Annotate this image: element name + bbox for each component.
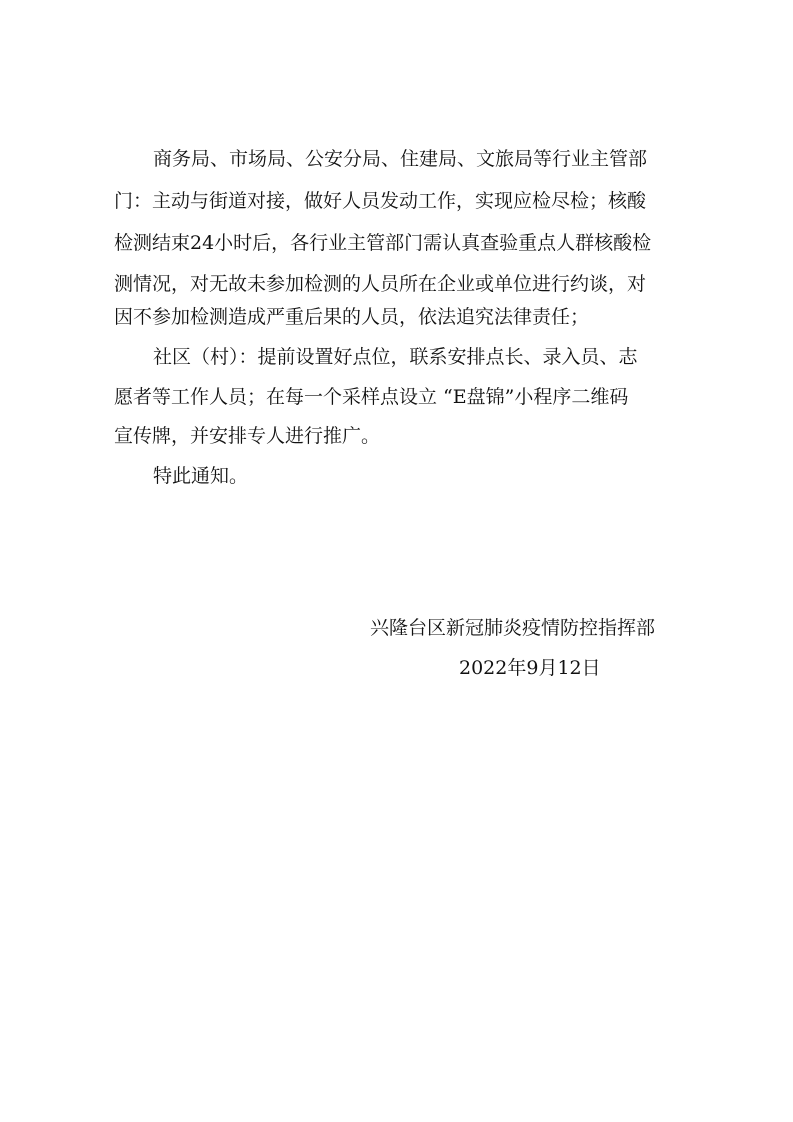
paragraph-2-line-2: 愿者等工作人员；在每一个采样点设立 “E盘锦”小程序二维码	[114, 386, 629, 408]
paragraph-1-line-2: 门：主动与街道对接，做好人员发动工作，实现应检尽检；核酸	[114, 190, 647, 212]
signature-organization: 兴隆台区新冠肺炎疫情防控指挥部	[370, 617, 656, 639]
paragraph-line	[0, 301, 793, 333]
paragraph-line	[0, 185, 793, 217]
paragraph-1-line-1: 商务局、市场局、公安分局、住建局、文旅局等行业主管部	[153, 148, 648, 170]
paragraph-2-line-3: 宣传牌，并安排专人进行推广。	[114, 425, 381, 447]
paragraph-line	[0, 460, 793, 492]
paragraph-line	[0, 143, 793, 175]
closing-statement: 特此通知。	[153, 465, 249, 487]
paragraph-line	[0, 341, 793, 373]
paragraph-1-line-5: 因不参加检测造成严重后果的人员，依法追究法律责任；	[114, 306, 590, 328]
signature-date: 2022年9月12日	[459, 657, 601, 679]
paragraph-2-line-1: 社区（村）：提前设置好点位，联系安排点长、录入员、志	[153, 346, 638, 368]
paragraph-line	[0, 268, 793, 300]
paragraph-1-line-3: 检测结束24小时后，各行业主管部门需认真查验重点人群核酸检	[114, 232, 652, 254]
paragraph-1-line-4: 测情况，对无故未参加检测的人员所在企业或单位进行约谈，对	[114, 273, 647, 295]
paragraph-line	[0, 227, 793, 259]
paragraph-line	[0, 381, 793, 413]
paragraph-line	[0, 420, 793, 452]
